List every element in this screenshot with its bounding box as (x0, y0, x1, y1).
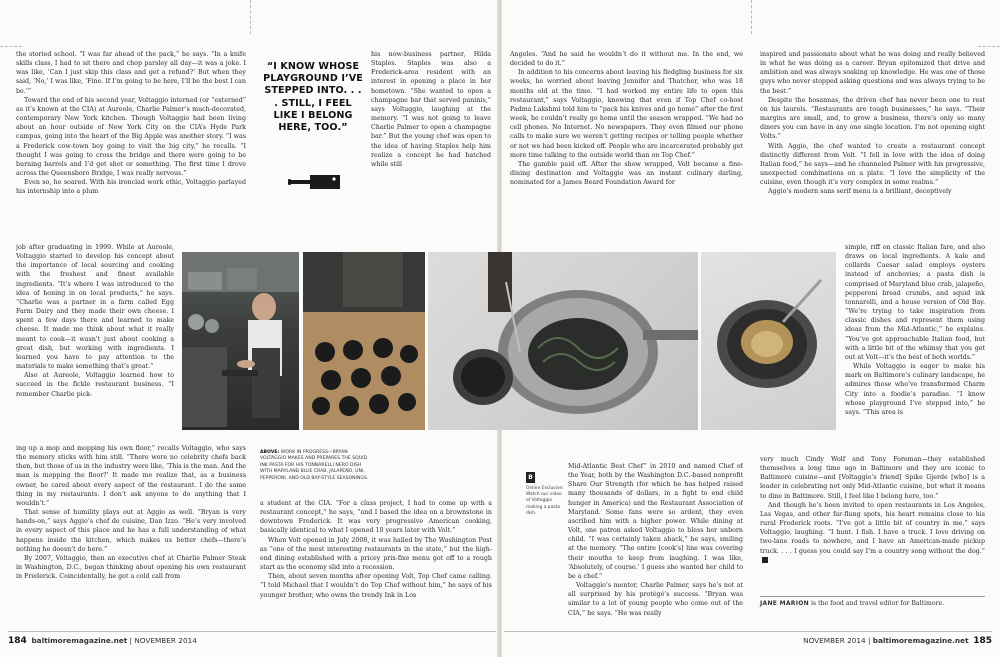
paragraph: Angeles. “And he said he wouldn’t do it without me. In the end, we decided to do it.” (510, 51, 743, 68)
online-exclusive-badge-icon: B (526, 472, 535, 483)
crop-mark (0, 46, 22, 47)
crop-mark (978, 46, 1000, 47)
article-column-1-bottom (16, 444, 246, 624)
article-column-1-narrow (16, 243, 174, 444)
article-column-3 (510, 50, 743, 243)
caption-body: WORK IN PROGRESS—BRYAN VOLTAGGIO MAKES AND PREPARES THE SQUID INK PASTA FOR HIS TONNARELLI NERO DISH WITH MARYLAND BLUE CRAB, JALAPEÑO, UNI, PEPPERONI, AND OLD BAY-STYLE SEASONINGS. (260, 450, 369, 481)
issue-date-right: NOVEMBER 2014 (803, 636, 866, 645)
paragraph: When Volt opened in July 2008, it was hailed by The Washington Post as “one of the most interesting restaurants in the state,” but the high-end dining established with a pricey prix-fixe menu got off to a rough start as the economy slid into a recession. (260, 536, 492, 572)
footer-rule-right (504, 631, 992, 632)
byline-rule (760, 596, 985, 597)
crop-mark (751, 0, 752, 34)
author-byline (760, 600, 985, 608)
footer-left: 184 baltimoremagazine.net | NOVEMBER 2014 (8, 636, 197, 646)
article-column-2-bottom (260, 499, 492, 624)
paragraph: the storied school. “I was far ahead of the pack,” he says. “In a knife skills class, I had to sit there and chop parsley all day—it was a joke. I was like, ‘Can I just skip this class and get a refund?’ But when they said, ‘No,’ I was like, ‘Fine. If I’m going to be here, I’ll be the best I can be.’” (16, 51, 246, 95)
paragraph: Even so, he soared. With his ironclad work ethic, Voltaggio parlayed his internship into a plum (16, 179, 246, 196)
paragraph: By 2007, Voltaggio, then an executive chef at Charlie Palmer Steak in Washington, D.C., began thinking about opening his own restaurant in Frederick. Coincidentally, he got a cold call from (16, 554, 246, 581)
paragraph: Also at Aureole, Voltaggio learned how to succeed in the fickle restaurant business. “I remember Charlie pick- (16, 372, 174, 398)
article-column-3-bottom (568, 462, 743, 624)
paragraph: job after graduating in 1999. While at Aureole, Voltaggio started to develop his concept about the importance of local sourcing and cooking with the freshest and finest available ingredients. “It’s where I was introduced to the idea of honing in on local products,” he says. “Charlie was a partner in a farm called Egg Farm Dairy and they made their own cheese. I spent a few days there and learned to make cheese. It made me think about what it really meant to cook—it wasn’t just about cooking a great dish, but working with ingredients. I learned you have to pay attention to the materials to make something that’s great.” (16, 244, 174, 371)
footer-right: NOVEMBER 2014 | baltimoremagazine.net 185 (803, 636, 992, 646)
article-column-4-bottom (760, 455, 985, 585)
paragraph: his now-business partner, Hilda Staples. Staples was also a Frederick-area resident with an interest in opening a place in her hometown. “She wanted to open a champagne bar that served paninis,” says Voltaggio, laughing at the memory. “I was not going to leave Charlie Palmer to open a champagne bar.” But the young chef was open to the idea of having Staples help him realize a concept he had hatched while still (371, 51, 491, 168)
footer-rule-left (8, 631, 496, 632)
paragraph: very much Cindy Wolf and Tony Foreman—they established themselves a long time ago in Baltimore and they are iconic to Baltimore cuisine—and [Voltaggio’s friend] Spike Gjerde [who] is a leader in celebrating not only Mid-Atlantic cuisine, but what it means to dine in Baltimore. Still, I feel like I belong here, too.” (760, 456, 985, 500)
page-number-right: 185 (973, 636, 992, 646)
photo-caption (260, 450, 370, 482)
article-column-4 (760, 50, 985, 243)
paragraph: And though he’s been invited to open restaurants in Los Angeles, Las Vegas, and other far-flung spots, his heart remains close to his rural Frederick roots. “I’ve got a little bit of country in me,” says Voltaggio, laughing. “I hunt. I fish. I have a truck. I love driving on two-lane roads to nowhere, and I have an American-made pickup truck. . . . I guess you could say I’m a country song without the dog.” (760, 501, 985, 565)
paragraph: That sense of humility plays out at Aggio as well. “Bryan is very hands-on,” says Aggio’s chef de cuisine, Dan Izzo. “He’s very involved in every aspect of this place and he has a full understanding of what happens inside the kitchen, which makes us better chefs—there’s nothing he doesn’t do here.” (16, 509, 246, 553)
page-number-left: 184 (8, 636, 27, 646)
paragraph: Voltaggio’s mentor, Charlie Palmer, says he’s not at all surprised by his protégé’s success. “Bryan was similar to a lot of young people who come out of the CIA,” he says. “He was really (568, 582, 743, 617)
online-exclusive-note (526, 472, 564, 517)
paragraph: With Aggio, the chef wanted to create a restaurant concept distinctly different from Volt. “I fell in love with the idea of doing Italian food,” he says—and he channeled Palmer with his progressive, unexpected combinations on a plate. “I love the simplicity of the cuisine, even though it’s very complex in some realms.” (760, 142, 985, 187)
paragraph: Despite the hosannas, the driven chef has never been one to rest on his laurels. “Restaurants are tough businesses,” he says. “Their margins are small, and, to grow a business, there’s only so many diners you can have in any one single location. I’m not opening eight Volts.” (760, 96, 985, 141)
caption-lead: ABOVE: (260, 450, 280, 455)
photo-chef-kitchen (182, 252, 299, 430)
paragraph: In addition to his concerns about leaving his fledgling business for six weeks, he worried about leaving Jennifer and Thatcher, who was 18 months old at the time. “I had worked my entire life to open this restaurant,” says Voltaggio, knowing that even if Top Chef co-host Padma Lakshmi told him to “pack his knives and go home” after the first week, he couldn’t really go home until the season wrapped. “We had no cell phones. No Internet. No newspapers. They even filmed our phone calls to make sure we weren’t getting recipes or telling people whether or not we had been kicked off. People who are incarcerated probably get more time talking to the outside world than on Top Chef.” (510, 69, 743, 159)
author-name: JANE MARION (760, 600, 809, 607)
paragraph: inspired and passionate about what he was doing and really believed in what he was doing as a career. Bryan epitomized that drive and ambition and was always soaking up knowledge. He was one of those guys who never stopped asking questions and was always trying to be the best.” (760, 51, 985, 95)
issue-date-left: NOVEMBER 2014 (134, 636, 197, 645)
end-mark-icon (762, 557, 768, 563)
site-name-right: baltimoremagazine.net (872, 636, 969, 645)
cleaver-icon (286, 172, 342, 194)
site-name-left: baltimoremagazine.net (31, 636, 128, 645)
photo-finished-plate (701, 252, 836, 430)
article-column-1 (16, 50, 246, 243)
paragraph: Mid-Atlantic Best Chef” in 2010 and named Chef of the Year, both by the Washington D.C.-based nonprofit Share Our Strength (for which he has helped raised many thousands of dollars, in a fight to end child hunger in America) and the Restaurant Association of Maryland. Some fans were so ardent, they even ascribed him with a higher power. While dining at Volt, one patron asked Voltaggio to bless her unborn child. “I was certainly taken aback,” he says, smiling at the memory. “The entire [cook’s] line was covering their mouths to keep from laughing. I was like, ‘Absolutely, of course.’ I guess she wanted her child to be a chef.” (568, 463, 743, 580)
paragraph: a student at the CIA. “For a class project, I had to come up with a restaurant concept,” he says, “and I based the idea on a brownstone in downtown Frederick. It was very progressive American cooking, basically identical to what I opened 10 years later with Volt.” (260, 500, 492, 535)
paragraph: Then, about seven months after opening Volt, Top Chef came calling. “I told Michael that I wouldn’t do Top Chef without him,” he says of his younger brother, who owns the trendy Ink in Los (260, 573, 492, 599)
author-bio: is the food and travel editor for Baltimore. (810, 600, 945, 607)
online-exclusive-text: Online Exclusive: Watch our video of Voltaggio making a pasta dish. (526, 486, 564, 516)
paragraph: ing up a mop and mopping his own floor,” recalls Voltaggio, who says the memory sticks with him still. “There were no celebrity chefs back then, but those of us in the industry were like, ‘This is the man. And the man is mopping the floor?’ It made me realize that, as a business owner, he cared about every aspect of the restaurant. I do the same thing in my restaurants. I don’t ask anyone to do anything that I wouldn’t.” (16, 445, 246, 507)
paragraph: simple, riff on classic Italian fare, and also draws on local ingredients. A kale and collards Caesar salad employs oysters instead of anchovies; a pasta dish is comprised of Maryland blue crab, jalapeño, pepperoni bread crumbs, and squid ink tonnarelli, and a house version of Old Bay. “We’re trying to take inspiration from classic dishes and represent them using ideas from the Mid-Atlantic,” he explains. “You’ve got approachable Italian food, but with a little bit of the whimsy that you get out at Volt—it’s the best of both worlds.” (845, 244, 985, 361)
photo-pasta-nests (303, 252, 425, 430)
photo-pasta-pan (428, 252, 698, 430)
paragraph: While Voltaggio is eager to make his mark on Baltimore’s culinary landscape, he admires those who’ve transformed Charm City into a foodie’s paradise. “I know whose playground I’ve stepped into,” he says. “This area is (845, 363, 985, 416)
article-column-4-narrow (845, 243, 985, 455)
paragraph: The gamble paid off. After the show wrapped, Volt became a fine-dining destination and Voltaggio was an instant culinary darling, nominated for a James Beard Foundation Award for (510, 160, 743, 187)
crop-mark (250, 0, 251, 34)
paragraph: Aggio’s modern sans serif menu is a brilliant, deceptively (768, 188, 952, 196)
pull-quote: “I KNOW WHOSE PLAYGROUND I’VE STEPPED INTO. . . . STILL, I FEEL LIKE I BELONG HERE, TOO.” (263, 61, 363, 134)
article-column-2 (371, 50, 491, 243)
paragraph: Toward the end of his second year, Voltaggio interned (or “externed” as it’s known at the CIA) at Aureole, Charlie Palmer’s much-decorated, contemporary New York kitchen. Though Voltaggio had been living about an hour outside of New York City on the CIA’s Hyde Park campus, going into the heart of the Big Apple was another story. “I was a Frederick cow-town boy going to visit the big city,” he recalls. “I thought I was going to cross the bridge and there were going to be burning barrels and I’d get shot or something. The first time I drove across the Queensboro Bridge, I was really nervous.” (16, 96, 246, 178)
